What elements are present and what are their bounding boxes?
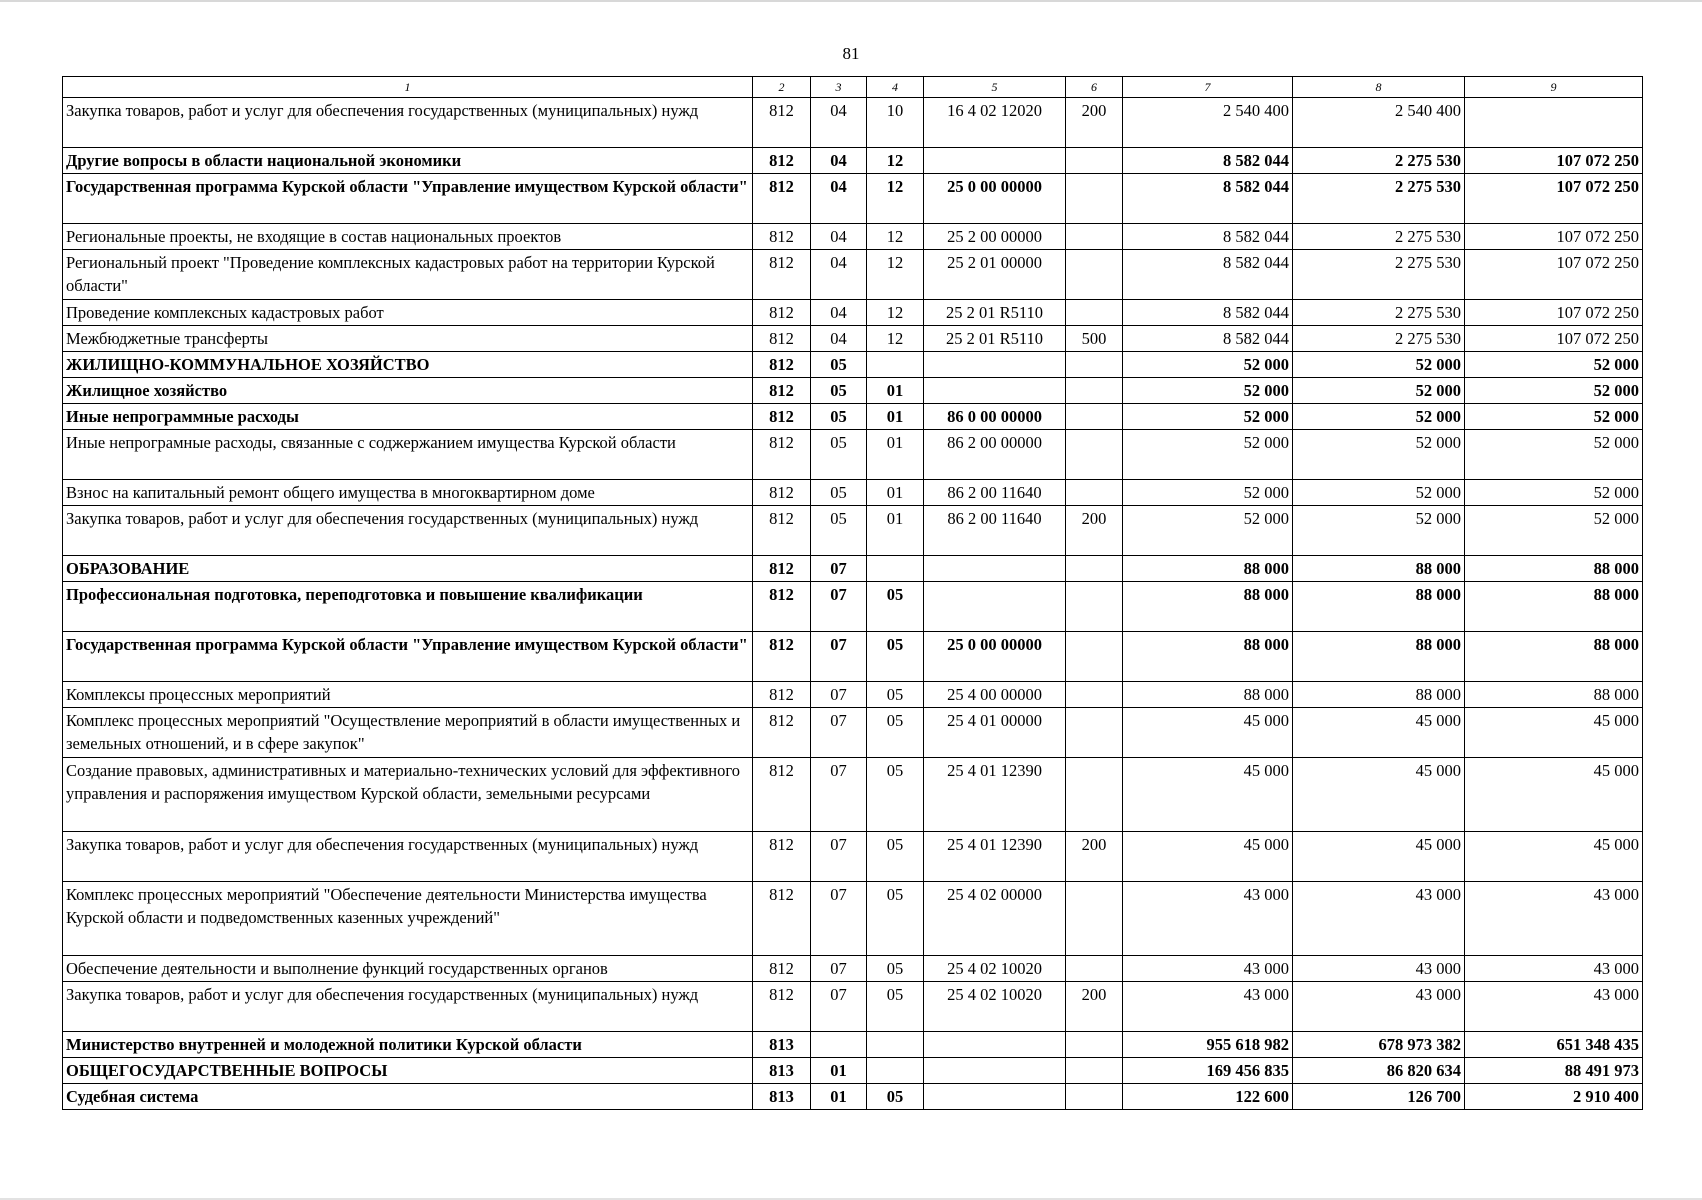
ministry-code-cell: 812 (753, 832, 811, 882)
ministry-code-cell: 812 (753, 352, 811, 378)
table-row (63, 300, 1643, 326)
amount-col9-cell: 52 000 (1465, 506, 1643, 556)
amount-col8-cell: 88 000 (1293, 632, 1465, 682)
amount-col9-cell: 43 000 (1465, 882, 1643, 956)
amount-col8-cell: 43 000 (1293, 882, 1465, 956)
column-header: 7 (1123, 77, 1293, 98)
section-code-cell: 05 (811, 506, 867, 556)
table-row (63, 250, 1643, 300)
ministry-code-cell: 812 (753, 300, 811, 326)
amount-col8-cell: 2 275 530 (1293, 300, 1465, 326)
column-header: 8 (1293, 77, 1465, 98)
subsection-code-cell: 12 (867, 148, 924, 174)
column-number-row (63, 77, 1643, 98)
expense-name-cell: Иные непрограммные расходы (63, 404, 753, 430)
expense-name-cell: Межбюджетные трансферты (63, 326, 753, 352)
section-code-cell: 07 (811, 982, 867, 1032)
section-code-cell: 07 (811, 682, 867, 708)
amount-col7-cell: 88 000 (1123, 582, 1293, 632)
expense-name-cell: Государственная программа Курской области "Управление имуществом Курской области" (63, 174, 753, 224)
target-article-cell: 25 4 00 00000 (924, 682, 1066, 708)
target-article-cell (924, 556, 1066, 582)
amount-col7-cell: 45 000 (1123, 758, 1293, 832)
ministry-code-cell: 812 (753, 556, 811, 582)
amount-col8-cell: 2 275 530 (1293, 148, 1465, 174)
column-header: 2 (753, 77, 811, 98)
target-article-cell: 25 0 00 00000 (924, 174, 1066, 224)
subsection-code-cell: 01 (867, 430, 924, 480)
amount-col7-cell: 43 000 (1123, 956, 1293, 982)
section-code-cell: 07 (811, 882, 867, 956)
expense-name-cell: Комплекс процессных мероприятий "Обеспечение деятельности Министерства имущества Курской области и подведомственных казенных учреждений" (63, 882, 753, 956)
amount-col7-cell: 52 000 (1123, 480, 1293, 506)
subsection-code-cell: 01 (867, 378, 924, 404)
amount-col9-cell: 107 072 250 (1465, 300, 1643, 326)
ministry-code-cell: 812 (753, 506, 811, 556)
ministry-code-cell: 812 (753, 708, 811, 758)
expense-type-cell (1066, 404, 1123, 430)
amount-col9-cell: 107 072 250 (1465, 250, 1643, 300)
table-row (63, 404, 1643, 430)
table-row (63, 758, 1643, 832)
expense-type-cell (1066, 430, 1123, 480)
expense-name-cell: Судебная система (63, 1084, 753, 1110)
table-row (63, 832, 1643, 882)
column-header: 3 (811, 77, 867, 98)
amount-col9-cell: 43 000 (1465, 982, 1643, 1032)
section-code-cell: 05 (811, 352, 867, 378)
ministry-code-cell: 813 (753, 1032, 811, 1058)
subsection-code-cell: 05 (867, 1084, 924, 1110)
ministry-code-cell: 812 (753, 882, 811, 956)
expense-name-cell: ОБЩЕГОСУДАРСТВЕННЫЕ ВОПРОСЫ (63, 1058, 753, 1084)
table-row (63, 582, 1643, 632)
table-row (63, 1032, 1643, 1058)
expense-type-cell: 200 (1066, 506, 1123, 556)
amount-col9-cell: 52 000 (1465, 430, 1643, 480)
table-row (63, 378, 1643, 404)
amount-col9-cell: 651 348 435 (1465, 1032, 1643, 1058)
target-article-cell: 25 2 01 R5110 (924, 326, 1066, 352)
page-number: 81 (842, 44, 860, 63)
ministry-code-cell: 812 (753, 758, 811, 832)
subsection-code-cell: 12 (867, 174, 924, 224)
amount-col7-cell: 8 582 044 (1123, 224, 1293, 250)
table-row (63, 506, 1643, 556)
amount-col9-cell: 88 000 (1465, 632, 1643, 682)
table-row (63, 632, 1643, 682)
amount-col7-cell: 88 000 (1123, 682, 1293, 708)
amount-col7-cell: 52 000 (1123, 378, 1293, 404)
section-code-cell: 04 (811, 98, 867, 148)
subsection-code-cell: 10 (867, 98, 924, 148)
amount-col8-cell: 52 000 (1293, 404, 1465, 430)
expense-name-cell: Проведение комплексных кадастровых работ (63, 300, 753, 326)
amount-col8-cell: 2 275 530 (1293, 326, 1465, 352)
expense-name-cell: Комплекс процессных мероприятий "Осуществление мероприятий в области имущественных и земельных отношений, и в сфере закупок" (63, 708, 753, 758)
expense-type-cell (1066, 682, 1123, 708)
target-article-cell (924, 378, 1066, 404)
amount-col8-cell: 52 000 (1293, 378, 1465, 404)
amount-col7-cell: 8 582 044 (1123, 148, 1293, 174)
amount-col8-cell: 88 000 (1293, 682, 1465, 708)
ministry-code-cell: 812 (753, 174, 811, 224)
section-code-cell: 05 (811, 430, 867, 480)
ministry-code-cell: 812 (753, 632, 811, 682)
expense-type-cell (1066, 378, 1123, 404)
subsection-code-cell: 12 (867, 250, 924, 300)
target-article-cell (924, 1058, 1066, 1084)
amount-col8-cell: 88 000 (1293, 582, 1465, 632)
expense-type-cell (1066, 224, 1123, 250)
expense-type-cell (1066, 582, 1123, 632)
section-code-cell: 07 (811, 758, 867, 832)
expense-name-cell: Взнос на капитальный ремонт общего имущества в многоквартирном доме (63, 480, 753, 506)
ministry-code-cell: 813 (753, 1084, 811, 1110)
ministry-code-cell: 813 (753, 1058, 811, 1084)
amount-col7-cell: 43 000 (1123, 982, 1293, 1032)
amount-col7-cell: 52 000 (1123, 404, 1293, 430)
section-code-cell: 01 (811, 1058, 867, 1084)
target-article-cell (924, 1084, 1066, 1110)
amount-col8-cell: 45 000 (1293, 758, 1465, 832)
target-article-cell: 25 4 01 12390 (924, 758, 1066, 832)
subsection-code-cell: 12 (867, 224, 924, 250)
amount-col9-cell: 88 000 (1465, 582, 1643, 632)
amount-col9-cell: 2 910 400 (1465, 1084, 1643, 1110)
subsection-code-cell (867, 1032, 924, 1058)
expense-name-cell: Иные непрограмные расходы, связанные с соджержанием имущества Курской области (63, 430, 753, 480)
subsection-code-cell: 05 (867, 708, 924, 758)
amount-col9-cell: 107 072 250 (1465, 224, 1643, 250)
expense-name-cell: Государственная программа Курской области "Управление имуществом Курской области" (63, 632, 753, 682)
subsection-code-cell: 05 (867, 682, 924, 708)
expense-type-cell: 200 (1066, 832, 1123, 882)
expense-type-cell (1066, 632, 1123, 682)
section-code-cell: 07 (811, 582, 867, 632)
target-article-cell: 86 2 00 11640 (924, 506, 1066, 556)
target-article-cell: 86 2 00 00000 (924, 430, 1066, 480)
amount-col8-cell: 45 000 (1293, 708, 1465, 758)
amount-col9-cell: 52 000 (1465, 404, 1643, 430)
amount-col7-cell: 43 000 (1123, 882, 1293, 956)
amount-col7-cell: 52 000 (1123, 506, 1293, 556)
expense-name-cell: Закупка товаров, работ и услуг для обеспечения государственных (муниципальных) нужд (63, 506, 753, 556)
amount-col8-cell: 86 820 634 (1293, 1058, 1465, 1084)
target-article-cell: 25 2 00 00000 (924, 224, 1066, 250)
section-code-cell: 05 (811, 480, 867, 506)
amount-col7-cell: 52 000 (1123, 430, 1293, 480)
expense-type-cell (1066, 174, 1123, 224)
amount-col9-cell: 45 000 (1465, 832, 1643, 882)
expense-type-cell (1066, 556, 1123, 582)
expense-type-cell: 200 (1066, 982, 1123, 1032)
section-code-cell: 07 (811, 708, 867, 758)
target-article-cell (924, 582, 1066, 632)
ministry-code-cell: 812 (753, 250, 811, 300)
section-code-cell: 01 (811, 1084, 867, 1110)
subsection-code-cell (867, 352, 924, 378)
amount-col7-cell: 955 618 982 (1123, 1032, 1293, 1058)
ministry-code-cell: 812 (753, 148, 811, 174)
amount-col9-cell: 88 000 (1465, 556, 1643, 582)
table-row (63, 556, 1643, 582)
expense-type-cell (1066, 1032, 1123, 1058)
expense-name-cell: Министерство внутренней и молодежной политики Курской области (63, 1032, 753, 1058)
target-article-cell: 25 4 01 00000 (924, 708, 1066, 758)
section-code-cell: 07 (811, 632, 867, 682)
table-row (63, 326, 1643, 352)
ministry-code-cell: 812 (753, 956, 811, 982)
amount-col9-cell: 88 491 973 (1465, 1058, 1643, 1084)
amount-col7-cell: 88 000 (1123, 556, 1293, 582)
target-article-cell: 25 2 01 00000 (924, 250, 1066, 300)
table-row (63, 982, 1643, 1032)
amount-col7-cell: 8 582 044 (1123, 250, 1293, 300)
expense-type-cell (1066, 758, 1123, 832)
amount-col7-cell: 8 582 044 (1123, 300, 1293, 326)
table-row (63, 1058, 1643, 1084)
subsection-code-cell: 01 (867, 480, 924, 506)
section-code-cell: 07 (811, 832, 867, 882)
table-row (63, 480, 1643, 506)
ministry-code-cell: 812 (753, 682, 811, 708)
target-article-cell (924, 148, 1066, 174)
amount-col7-cell: 8 582 044 (1123, 174, 1293, 224)
subsection-code-cell: 05 (867, 956, 924, 982)
target-article-cell: 25 2 01 R5110 (924, 300, 1066, 326)
table-row (63, 148, 1643, 174)
section-code-cell: 04 (811, 148, 867, 174)
column-header: 1 (63, 77, 753, 98)
amount-col8-cell: 2 540 400 (1293, 98, 1465, 148)
ministry-code-cell: 812 (753, 480, 811, 506)
amount-col8-cell: 52 000 (1293, 506, 1465, 556)
amount-col9-cell: 52 000 (1465, 480, 1643, 506)
target-article-cell: 25 4 02 10020 (924, 982, 1066, 1032)
column-header: 4 (867, 77, 924, 98)
target-article-cell (924, 1032, 1066, 1058)
amount-col9-cell: 107 072 250 (1465, 148, 1643, 174)
subsection-code-cell: 05 (867, 832, 924, 882)
subsection-code-cell: 12 (867, 300, 924, 326)
section-code-cell: 04 (811, 300, 867, 326)
table-row (63, 956, 1643, 982)
amount-col7-cell: 45 000 (1123, 832, 1293, 882)
amount-col9-cell: 107 072 250 (1465, 174, 1643, 224)
table-row (63, 352, 1643, 378)
expense-name-cell: Жилищное хозяйство (63, 378, 753, 404)
expense-name-cell: Другие вопросы в области национальной экономики (63, 148, 753, 174)
amount-col7-cell: 52 000 (1123, 352, 1293, 378)
amount-col8-cell: 45 000 (1293, 832, 1465, 882)
expense-type-cell (1066, 352, 1123, 378)
amount-col7-cell: 2 540 400 (1123, 98, 1293, 148)
section-code-cell: 07 (811, 956, 867, 982)
target-article-cell: 25 0 00 00000 (924, 632, 1066, 682)
target-article-cell: 25 4 01 12390 (924, 832, 1066, 882)
subsection-code-cell: 05 (867, 632, 924, 682)
amount-col9-cell: 45 000 (1465, 708, 1643, 758)
amount-col8-cell: 2 275 530 (1293, 250, 1465, 300)
amount-col8-cell: 2 275 530 (1293, 174, 1465, 224)
subsection-code-cell: 12 (867, 326, 924, 352)
target-article-cell: 86 0 00 00000 (924, 404, 1066, 430)
amount-col8-cell: 43 000 (1293, 982, 1465, 1032)
target-article-cell (924, 352, 1066, 378)
expense-type-cell (1066, 882, 1123, 956)
target-article-cell: 25 4 02 10020 (924, 956, 1066, 982)
amount-col8-cell: 678 973 382 (1293, 1032, 1465, 1058)
table-row (63, 708, 1643, 758)
amount-col7-cell: 45 000 (1123, 708, 1293, 758)
target-article-cell: 25 4 02 00000 (924, 882, 1066, 956)
expense-name-cell: Закупка товаров, работ и услуг для обеспечения государственных (муниципальных) нужд (63, 98, 753, 148)
table-row (63, 98, 1643, 148)
target-article-cell: 86 2 00 11640 (924, 480, 1066, 506)
subsection-code-cell (867, 556, 924, 582)
section-code-cell: 04 (811, 326, 867, 352)
table-row (63, 430, 1643, 480)
amount-col7-cell: 122 600 (1123, 1084, 1293, 1110)
ministry-code-cell: 812 (753, 98, 811, 148)
table-body (63, 98, 1643, 1110)
ministry-code-cell: 812 (753, 378, 811, 404)
amount-col8-cell: 43 000 (1293, 956, 1465, 982)
amount-col9-cell: 43 000 (1465, 956, 1643, 982)
expense-type-cell: 200 (1066, 98, 1123, 148)
budget-table (62, 76, 1643, 1110)
amount-col8-cell: 52 000 (1293, 352, 1465, 378)
expense-type-cell (1066, 1084, 1123, 1110)
amount-col9-cell (1465, 98, 1643, 148)
amount-col9-cell: 107 072 250 (1465, 326, 1643, 352)
expense-type-cell (1066, 1058, 1123, 1084)
subsection-code-cell: 05 (867, 758, 924, 832)
amount-col7-cell: 88 000 (1123, 632, 1293, 682)
section-code-cell: 05 (811, 378, 867, 404)
expense-type-cell (1066, 300, 1123, 326)
ministry-code-cell: 812 (753, 982, 811, 1032)
expense-type-cell (1066, 956, 1123, 982)
subsection-code-cell (867, 1058, 924, 1084)
expense-type-cell: 500 (1066, 326, 1123, 352)
amount-col8-cell: 52 000 (1293, 480, 1465, 506)
amount-col7-cell: 169 456 835 (1123, 1058, 1293, 1084)
target-article-cell: 16 4 02 12020 (924, 98, 1066, 148)
expense-name-cell: Закупка товаров, работ и услуг для обеспечения государственных (муниципальных) нужд (63, 982, 753, 1032)
amount-col8-cell: 2 275 530 (1293, 224, 1465, 250)
subsection-code-cell: 05 (867, 582, 924, 632)
expense-name-cell: Закупка товаров, работ и услуг для обеспечения государственных (муниципальных) нужд (63, 832, 753, 882)
ministry-code-cell: 812 (753, 404, 811, 430)
column-header: 9 (1465, 77, 1643, 98)
table-row (63, 224, 1643, 250)
amount-col9-cell: 88 000 (1465, 682, 1643, 708)
table-row (63, 174, 1643, 224)
subsection-code-cell: 05 (867, 982, 924, 1032)
expense-name-cell: Создание правовых, административных и материально-технических условий для эффективного управления и распоряжения имуществом Курской области, земельными ресурсами (63, 758, 753, 832)
amount-col9-cell: 52 000 (1465, 378, 1643, 404)
amount-col8-cell: 52 000 (1293, 430, 1465, 480)
table-row (63, 882, 1643, 956)
ministry-code-cell: 812 (753, 430, 811, 480)
expense-name-cell: Комплексы процессных мероприятий (63, 682, 753, 708)
table-row (63, 1084, 1643, 1110)
amount-col7-cell: 8 582 044 (1123, 326, 1293, 352)
section-code-cell (811, 1032, 867, 1058)
scan-edge-top (0, 0, 1702, 2)
expense-type-cell (1066, 708, 1123, 758)
amount-col9-cell: 45 000 (1465, 758, 1643, 832)
table-row (63, 682, 1643, 708)
expense-name-cell: Профессиональная подготовка, переподготовка и повышение квалификации (63, 582, 753, 632)
amount-col9-cell: 52 000 (1465, 352, 1643, 378)
expense-name-cell: Региональный проект "Проведение комплексных кадастровых работ на территории Курской области" (63, 250, 753, 300)
ministry-code-cell: 812 (753, 582, 811, 632)
amount-col8-cell: 126 700 (1293, 1084, 1465, 1110)
column-header: 6 (1066, 77, 1123, 98)
section-code-cell: 07 (811, 556, 867, 582)
section-code-cell: 05 (811, 404, 867, 430)
section-code-cell: 04 (811, 224, 867, 250)
expense-type-cell (1066, 148, 1123, 174)
amount-col8-cell: 88 000 (1293, 556, 1465, 582)
subsection-code-cell: 01 (867, 404, 924, 430)
section-code-cell: 04 (811, 250, 867, 300)
ministry-code-cell: 812 (753, 326, 811, 352)
expense-name-cell: Региональные проекты, не входящие в состав национальных проектов (63, 224, 753, 250)
expense-type-cell (1066, 480, 1123, 506)
expense-name-cell: Обеспечение деятельности и выполнение функций государственных органов (63, 956, 753, 982)
ministry-code-cell: 812 (753, 224, 811, 250)
section-code-cell: 04 (811, 174, 867, 224)
expense-name-cell: ЖИЛИЩНО-КОММУНАЛЬНОЕ ХОЗЯЙСТВО (63, 352, 753, 378)
column-header: 5 (924, 77, 1066, 98)
expense-name-cell: ОБРАЗОВАНИЕ (63, 556, 753, 582)
subsection-code-cell: 05 (867, 882, 924, 956)
expense-type-cell (1066, 250, 1123, 300)
subsection-code-cell: 01 (867, 506, 924, 556)
